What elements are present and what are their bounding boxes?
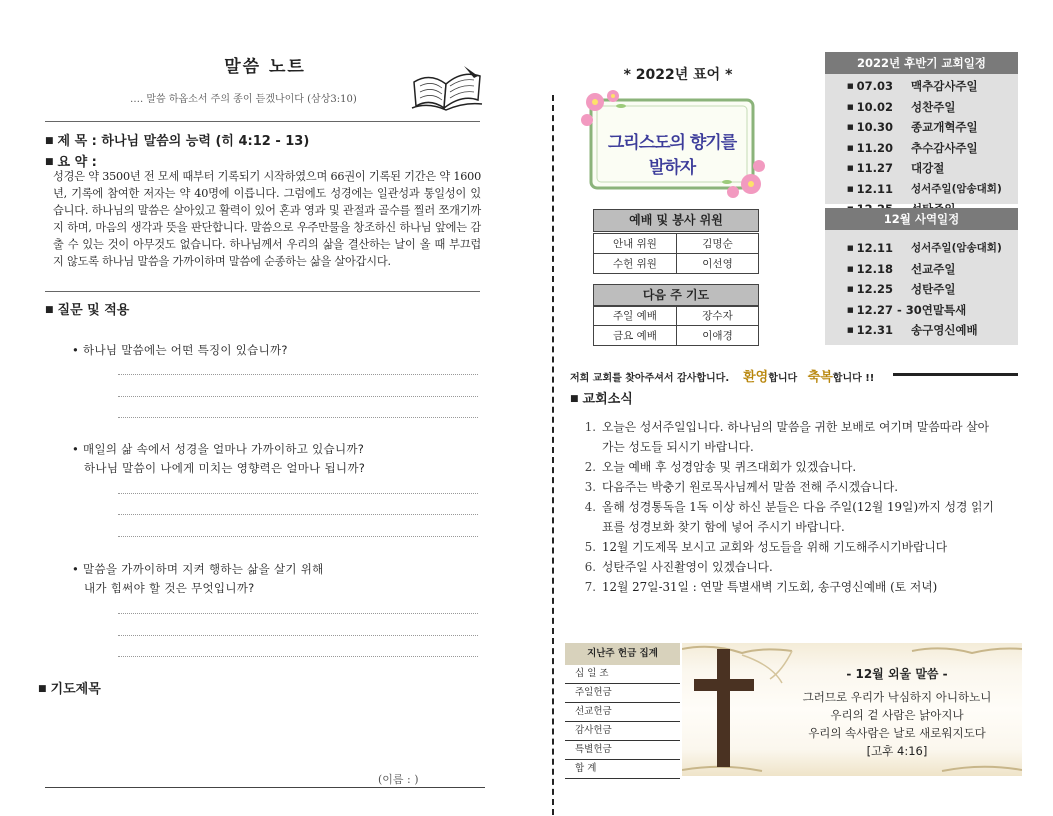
table-row: 금요 예배 이애경 — [594, 326, 759, 346]
schedule-item: ■ 12.31 송구영신예배 — [847, 320, 1018, 341]
news-list — [578, 417, 998, 597]
page-fold-divider — [552, 95, 554, 815]
question-2: • 매일의 삶 속에서 성경을 얼마나 가까이하고 있습니까? 하나님 말씀이 나에게 미치는 영향력은 얼마나 됩니까? — [72, 442, 366, 475]
answer-line[interactable] — [118, 656, 478, 657]
schedule-item: ■ 12.11 성서주일(암송대회) — [847, 238, 1018, 259]
list-item: 3. 다음주는 박충기 원로목사님께서 말씀 전해 주시겠습니다. — [584, 480, 898, 494]
table-row: 특별헌금 — [565, 741, 680, 760]
welcome-message: 저희 교회를 찾아주셔서 감사합니다. 환영합니다 축복합니다 !! — [570, 370, 875, 385]
news-heading: ■ 교회소식 — [570, 388, 633, 407]
answer-line[interactable] — [118, 635, 478, 636]
table-row: 십 일 조 — [565, 665, 680, 684]
answer-line[interactable] — [118, 493, 478, 494]
name-field[interactable]: (이름 : ) — [378, 773, 419, 786]
divider-line — [45, 291, 480, 292]
schedule-item: ■ 10.02 성찬주일 — [847, 97, 1018, 118]
table-row: 안내 위원 김명순 — [594, 234, 759, 254]
questions-heading: ■ 질문 및 적용 — [45, 299, 129, 318]
schedule-item: ■ 07.03 맥추감사주일 — [847, 76, 1018, 97]
table-row: 수헌 위원 이선영 — [594, 254, 759, 274]
list-item: 4. 올해 성경통독을 1독 이상 하신 분들은 다음 주일(12월 19일)까지 성경 읽기표를 성경보화 찾기 함에 넣어 주시기 바랍니다. — [584, 500, 994, 534]
schedule-item: ■ 12.18 선교주일 — [847, 259, 1018, 280]
welcome-underline — [893, 373, 1018, 376]
prayer-table — [593, 305, 759, 346]
answer-line[interactable] — [118, 514, 478, 515]
answer-line[interactable] — [118, 396, 478, 397]
memory-verse-box — [682, 643, 1022, 776]
answer-line[interactable] — [118, 374, 478, 375]
schedule-item: ■ 11.27 대강절 — [847, 158, 1018, 179]
answer-line[interactable] — [118, 536, 478, 537]
motto-slogan: 그리스도의 향기를 발하자 — [607, 133, 737, 178]
answer-line[interactable] — [118, 613, 478, 614]
summary-label: ■ 요 약 : — [45, 151, 97, 170]
list-item: 6. 성탄주일 사진촬영이 있겠습니다. — [584, 560, 773, 574]
schedule-item: ■ 12.27 - 30 연말특새 — [847, 300, 1018, 321]
open-book-icon — [408, 62, 486, 112]
question-3: • 말씀을 가까이하며 지켜 행하는 삶을 살기 위해 내가 힘써야 할 것은 무엇입니까? — [72, 562, 324, 595]
december-heading: 12월 사역일정 — [825, 208, 1018, 230]
list-item: 5. 12월 기도제목 보시고 교회와 성도들을 위해 기도해주시기바랍니다 — [584, 540, 948, 554]
offering-table — [565, 643, 680, 776]
prayer-heading: 다음 주 기도 — [593, 284, 759, 307]
sermon-title: ■ 제 목 : 하나님 말씀의 능력 (히 4:12 - 13) — [45, 130, 309, 149]
summary-text: 성경은 약 3500년 전 모세 때부터 기록되기 시작하였으며 66권이 기록된 기간은 약 1600년, 기록에 참여한 저자는 약 40명에 이릅니다. 그럼에도 성경에는 일관성과 통일성이 있습니다. 하나님의 말씀은 살아있고 활력이 있어 혼과 영과 및 관절과 골수를 찔러 쪼개기까지 하며, 마음의 생각과 뜻을 판단합니다. 말씀으로 우주만물을 창조하신 하나님 앞에는 감출 수 있는 것이 아무것도 없습니다. 하나님께서 우리의 삶을 결산하는 날이 올 때 부끄럽지 않도록 하나님 말씀을 가까이하며 말씀에 순종하는 삶을 살아갑시다. — [53, 170, 481, 268]
motto-frame — [577, 88, 767, 200]
offering-heading: 지난주 헌금 집계 — [565, 643, 680, 665]
schedule-item: ■ 11.20 추수감사주일 — [847, 138, 1018, 159]
schedule-item: ■ 12.11 성서주일(암송대회) — [847, 179, 1018, 200]
table-row: 합 계 — [565, 760, 680, 779]
schedule-item: ■ 10.30 종교개혁주일 — [847, 117, 1018, 138]
table-row: 선교헌금 — [565, 703, 680, 722]
schedule-heading: 2022년 후반기 교회일정 — [825, 52, 1018, 74]
divider-line — [45, 121, 480, 122]
divider-line — [45, 787, 485, 788]
verse-text: 그러므로 우리가 낙심하지 아니하노니 우리의 겉 사람은 낡아지나 우리의 속사람은 날로 새로워지도다 [고후 4:16] — [777, 688, 1017, 760]
verse-reference: [고후 4:16] — [866, 744, 928, 758]
question-1: • 하나님 말씀에는 어떤 특징이 있습니까? — [72, 343, 288, 357]
answer-line[interactable] — [118, 417, 478, 418]
table-row: 주일헌금 — [565, 684, 680, 703]
schedule-item: ■ 12.25 성탄주일 — [847, 279, 1018, 300]
page-subtitle: …. 말씀 하옵소서 주의 종이 듣겠나이다 (삼상3:10) — [130, 94, 357, 105]
list-item: 1. 오늘은 성서주일입니다. 하나님의 말씀을 귀한 보배로 여기며 말씀따라 살아가는 성도들 되시기 바랍니다. — [584, 420, 990, 454]
service-heading: 예배 및 봉사 위원 — [593, 209, 759, 232]
list-item: 2. 오늘 예배 후 성경암송 및 퀴즈대회가 있겠습니다. — [584, 460, 857, 474]
table-row: 감사헌금 — [565, 722, 680, 741]
table-row: 주일 예배 장수자 — [594, 306, 759, 326]
prayer-topics-heading: ■ 기도제목 — [38, 678, 101, 697]
service-table — [593, 233, 759, 274]
motto-title: * 2022년 표어 * — [623, 67, 733, 83]
page-title: 말씀 노트 — [224, 57, 306, 77]
verse-title: - 12월 외울 말씀 - — [846, 667, 948, 681]
schedule-panel — [825, 52, 1018, 204]
december-panel — [825, 208, 1018, 345]
list-item: 7. 12월 27일-31일 : 연말 특별새벽 기도회, 송구영신예배 (토 저녁) — [584, 580, 938, 594]
